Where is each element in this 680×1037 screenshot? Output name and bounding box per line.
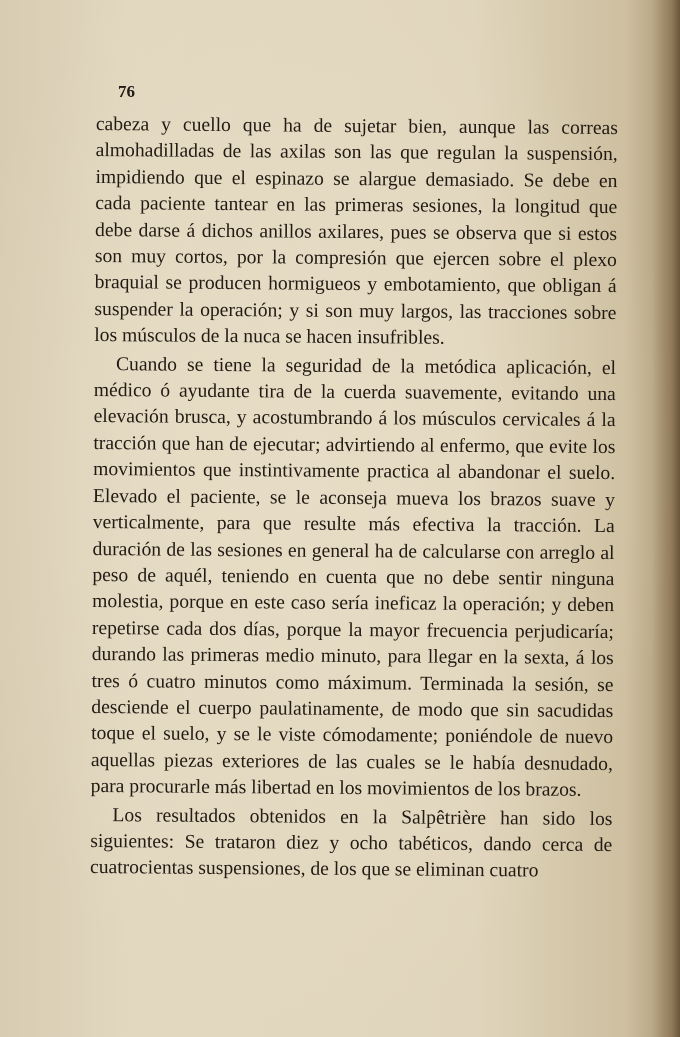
paragraph-1: cabeza y cuello que ha de sujetar bien, aunque las correas almohadilladas de las axilas son las que regulan la suspensión, impidiendo que el espinazo se alargue demasiado. Se debe en cada paciente tantear en las primeras sesiones, la longitud que debe darse á dichos anillos axilares, pues se observa que si estos son muy cortos, por la compresión que ejercen sobre el plexo braquial se producen hormigueos y embotamiento, que obligan á suspender la operación; y si son muy largos, las tracciones sobre los músculos de la nuca se hacen insufribles. — [94, 113, 618, 349]
page-number: 76 — [118, 82, 135, 101]
paragraph-2: Cuando se tiene la seguridad de la metódica aplicación, el médico ó ayudante tira de la cuerda suavemente, evitando una elevación brusca, y acostumbrando á los músculos cervicales á la tracción que han de ejecutar; advirtiendo al enfermo, que evite los movimientos que instintivamente practica al abandonar el suelo. Elevado el paciente, se le aconseja mueva los brazos suave y verticalmente, para que resulte más efectiva la tracción. La duración de las sesiones en general ha de calcularse con arreglo al peso de aquél, teniendo en cuenta que no debe sentir ninguna molestia, porque en este caso sería ineficaz la operación; y deben repetirse cada dos días, porque la mayor frecuencia perjudicaría; durando las primeras medio minuto, para llegar en la sexta, á los tres ó cuatro minutos como máximum. Terminada la sesión, se desciende el cuerpo paulatinamente, de modo que sin sacudidas toque el suelo, y se le viste cómodamente; poniéndole de nuevo aquellas piezas exteriores de las cuales se le había desnudado, para procurarle más libertad en los movimientos de los brazos. — [90, 353, 617, 801]
paragraph-3: Los resultados obtenidos en la Salpêtrière han sido los siguientes: Se trataron diez y ocho tabéticos, dando cerca de cuatrocientas suspensiones, de los que se eliminan cuatro — [89, 804, 613, 882]
body-text — [90, 112, 618, 886]
page-edge-shadow — [652, 0, 680, 1037]
